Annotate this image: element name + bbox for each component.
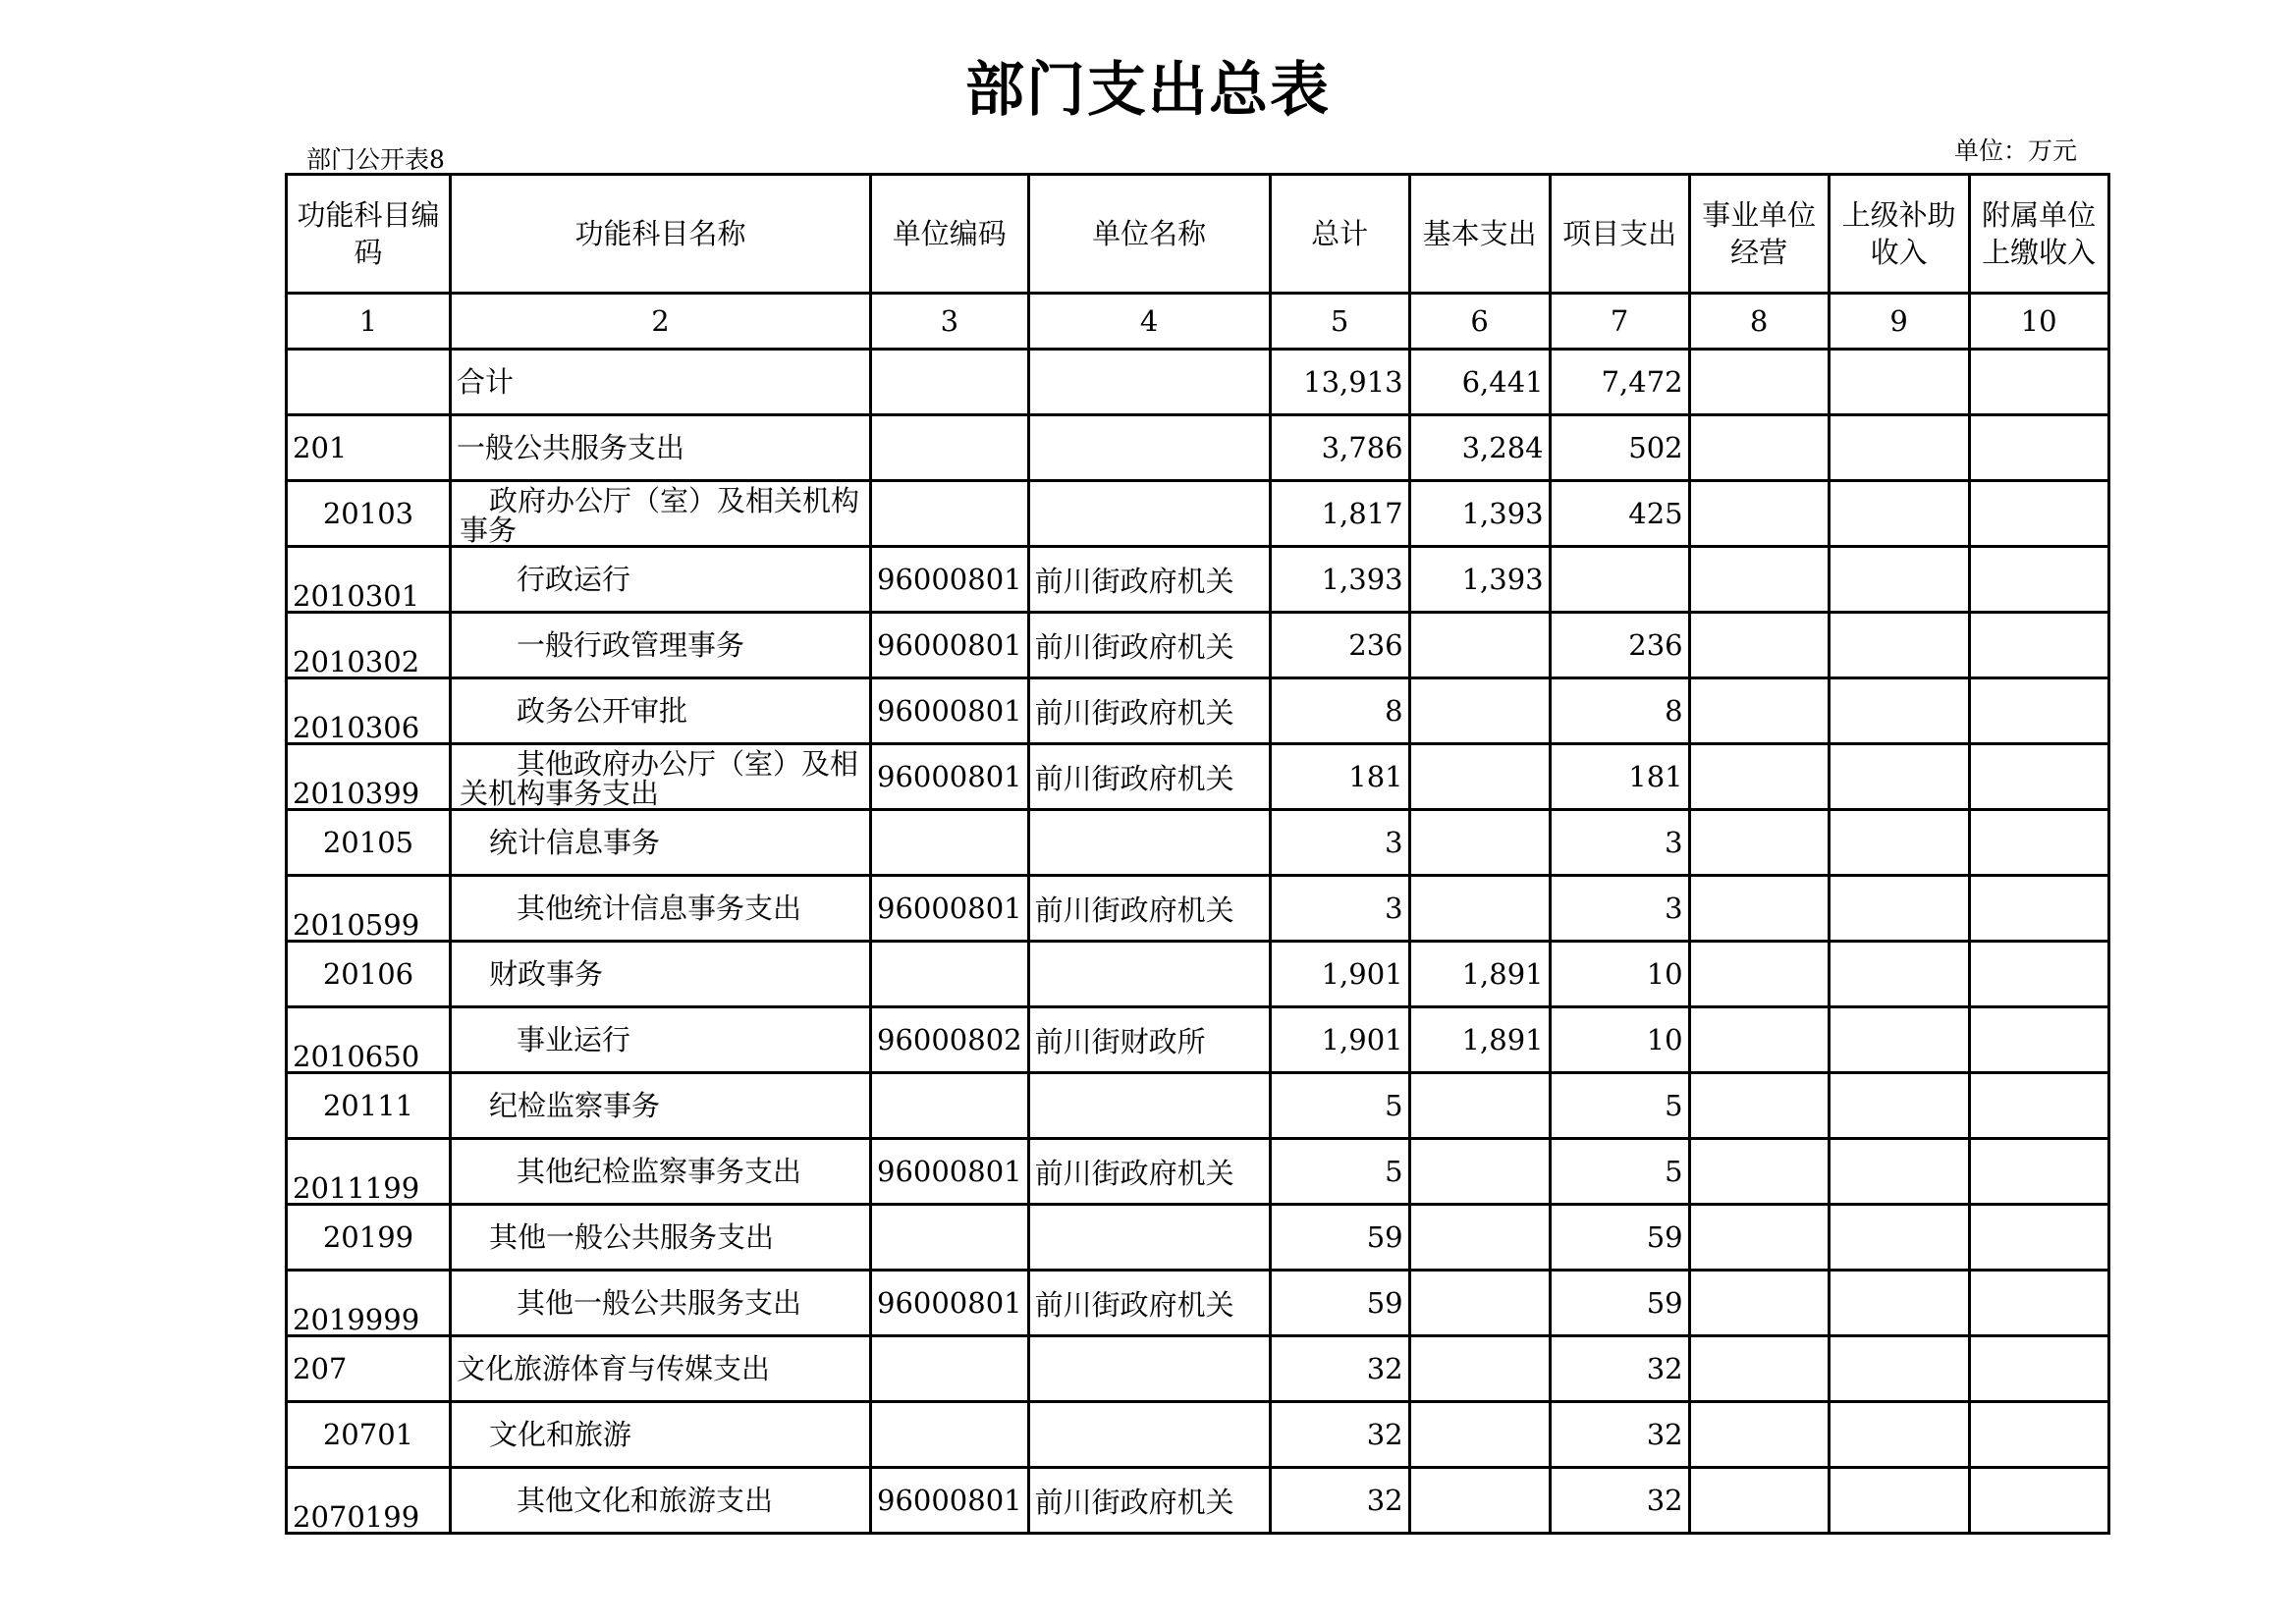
subsidy-cell	[1829, 1336, 1969, 1402]
function-code-cell: 2010302	[287, 613, 451, 678]
function-code-cell: 2010599	[287, 876, 451, 942]
basic-cell	[1409, 1073, 1550, 1139]
unit-code-cell	[871, 350, 1029, 415]
project-cell: 10	[1550, 942, 1689, 1007]
affiliated-cell	[1969, 810, 2108, 876]
business-cell	[1689, 1336, 1829, 1402]
column-number: 2	[451, 294, 871, 350]
header-row	[287, 175, 2109, 294]
total-cell: 5	[1270, 1139, 1409, 1205]
project-cell: 10	[1550, 1007, 1689, 1073]
basic-cell	[1409, 1468, 1550, 1534]
project-cell: 5	[1550, 1073, 1689, 1139]
business-cell	[1689, 1271, 1829, 1336]
expenditure-table	[285, 173, 2110, 1535]
function-code-cell: 20106	[287, 942, 451, 1007]
affiliated-cell	[1969, 415, 2108, 481]
total-cell: 32	[1270, 1402, 1409, 1468]
unit-code-cell	[871, 415, 1029, 481]
unit-name-cell	[1028, 1402, 1270, 1468]
project-cell: 3	[1550, 810, 1689, 876]
column-number: 8	[1689, 294, 1829, 350]
function-code-cell: 20105	[287, 810, 451, 876]
table-row	[287, 613, 2109, 678]
column-number: 6	[1409, 294, 1550, 350]
subsidy-cell	[1829, 744, 1969, 810]
function-name-cell: 财政事务	[451, 942, 871, 1007]
affiliated-cell	[1969, 1073, 2108, 1139]
table-row	[287, 1402, 2109, 1468]
function-name-cell: 其他一般公共服务支出	[451, 1271, 871, 1336]
total-cell: 13,913	[1270, 350, 1409, 415]
column-number: 3	[871, 294, 1029, 350]
business-cell	[1689, 678, 1829, 744]
project-cell: 59	[1550, 1205, 1689, 1271]
unit-name-cell: 前川街政府机关	[1028, 1139, 1270, 1205]
header-unit-code: 单位编码	[871, 175, 1029, 294]
basic-cell	[1409, 1336, 1550, 1402]
subsidy-cell	[1829, 876, 1969, 942]
project-cell: 181	[1550, 744, 1689, 810]
function-name-cell: 其他一般公共服务支出	[451, 1205, 871, 1271]
business-cell	[1689, 1402, 1829, 1468]
basic-cell	[1409, 744, 1550, 810]
function-name-cell: 其他统计信息事务支出	[451, 876, 871, 942]
affiliated-cell	[1969, 481, 2108, 547]
table-row	[287, 350, 2109, 415]
header-total: 总计	[1270, 175, 1409, 294]
table-row	[287, 1468, 2109, 1534]
subsidy-cell	[1829, 1205, 1969, 1271]
page-title: 部门支出总表	[965, 56, 1331, 125]
business-cell	[1689, 1205, 1829, 1271]
table-row	[287, 1139, 2109, 1205]
project-cell: 3	[1550, 876, 1689, 942]
unit-name-cell: 前川街政府机关	[1028, 547, 1270, 613]
subsidy-cell	[1829, 613, 1969, 678]
function-code-cell: 2010306	[287, 678, 451, 744]
header-business-operation: 事业单位经营	[1689, 175, 1829, 294]
business-cell	[1689, 810, 1829, 876]
business-cell	[1689, 613, 1829, 678]
unit-name-cell: 前川街政府机关	[1028, 876, 1270, 942]
function-name-cell: 合计	[451, 350, 871, 415]
basic-cell: 6,441	[1409, 350, 1550, 415]
function-name-cell: 一般公共服务支出	[451, 415, 871, 481]
unit-name-cell	[1028, 1073, 1270, 1139]
business-cell	[1689, 350, 1829, 415]
unit-code-cell	[871, 1336, 1029, 1402]
subsidy-cell	[1829, 1468, 1969, 1534]
function-name-cell: 其他文化和旅游支出	[451, 1468, 871, 1534]
function-name-cell: 其他政府办公厅（室）及相关机构事务支出	[451, 744, 871, 810]
table-row	[287, 415, 2109, 481]
function-name-cell: 一般行政管理事务	[451, 613, 871, 678]
total-cell: 3,786	[1270, 415, 1409, 481]
function-code-cell: 20701	[287, 1402, 451, 1468]
basic-cell	[1409, 613, 1550, 678]
table-row	[287, 1271, 2109, 1336]
unit-name-cell	[1028, 350, 1270, 415]
subsidy-cell	[1829, 1073, 1969, 1139]
function-name-cell: 纪检监察事务	[451, 1073, 871, 1139]
affiliated-cell	[1969, 744, 2108, 810]
function-name-cell: 统计信息事务	[451, 810, 871, 876]
header-project-expenditure: 项目支出	[1550, 175, 1689, 294]
basic-cell: 1,891	[1409, 942, 1550, 1007]
column-number: 1	[287, 294, 451, 350]
affiliated-cell	[1969, 942, 2108, 1007]
business-cell	[1689, 1007, 1829, 1073]
affiliated-cell	[1969, 876, 2108, 942]
affiliated-cell	[1969, 1336, 2108, 1402]
unit-code-cell	[871, 1205, 1029, 1271]
basic-cell	[1409, 1205, 1550, 1271]
function-code-cell: 20199	[287, 1205, 451, 1271]
business-cell	[1689, 876, 1829, 942]
column-number: 4	[1028, 294, 1270, 350]
header-superior-subsidy: 上级补助收入	[1829, 175, 1969, 294]
unit-code-cell: 96000802	[871, 1007, 1029, 1073]
unit-name-cell: 前川街政府机关	[1028, 1271, 1270, 1336]
unit-name-cell	[1028, 481, 1270, 547]
business-cell	[1689, 744, 1829, 810]
function-code-cell: 207	[287, 1336, 451, 1402]
business-cell	[1689, 1139, 1829, 1205]
basic-cell: 3,284	[1409, 415, 1550, 481]
project-cell: 32	[1550, 1468, 1689, 1534]
table-row	[287, 481, 2109, 547]
header-basic-expenditure: 基本支出	[1409, 175, 1550, 294]
subsidy-cell	[1829, 547, 1969, 613]
subsidy-cell	[1829, 1402, 1969, 1468]
subsidy-cell	[1829, 810, 1969, 876]
unit-name-cell	[1028, 1205, 1270, 1271]
project-cell: 236	[1550, 613, 1689, 678]
subsidy-cell	[1829, 678, 1969, 744]
unit-code-cell	[871, 1073, 1029, 1139]
basic-cell	[1409, 876, 1550, 942]
total-cell: 3	[1270, 810, 1409, 876]
basic-cell	[1409, 678, 1550, 744]
unit-name-cell	[1028, 810, 1270, 876]
total-cell: 1,393	[1270, 547, 1409, 613]
unit-code-cell: 96000801	[871, 678, 1029, 744]
header-unit-name: 单位名称	[1028, 175, 1270, 294]
total-cell: 59	[1270, 1271, 1409, 1336]
function-name-cell: 行政运行	[451, 547, 871, 613]
total-cell: 8	[1270, 678, 1409, 744]
header-function-name: 功能科目名称	[451, 175, 871, 294]
subsidy-cell	[1829, 1007, 1969, 1073]
function-code-cell: 20111	[287, 1073, 451, 1139]
basic-cell: 1,393	[1409, 547, 1550, 613]
total-cell: 1,817	[1270, 481, 1409, 547]
subsidy-cell	[1829, 1139, 1969, 1205]
project-cell	[1550, 547, 1689, 613]
affiliated-cell	[1969, 1402, 2108, 1468]
function-code-cell: 2070199	[287, 1468, 451, 1534]
function-code-cell: 2011199	[287, 1139, 451, 1205]
table-row	[287, 810, 2109, 876]
function-code-cell: 2010399	[287, 744, 451, 810]
unit-code-cell: 96000801	[871, 613, 1029, 678]
table-row	[287, 547, 2109, 613]
table-row	[287, 1073, 2109, 1139]
affiliated-cell	[1969, 350, 2108, 415]
total-cell: 5	[1270, 1073, 1409, 1139]
total-cell: 32	[1270, 1336, 1409, 1402]
column-number: 10	[1969, 294, 2108, 350]
basic-cell: 1,393	[1409, 481, 1550, 547]
unit-code-cell: 96000801	[871, 1468, 1029, 1534]
function-code-cell: 2019999	[287, 1271, 451, 1336]
function-code-cell: 2010650	[287, 1007, 451, 1073]
unit-name-cell	[1028, 942, 1270, 1007]
table-row	[287, 1205, 2109, 1271]
form-id-label: 部门公开表8	[306, 145, 445, 174]
project-cell: 5	[1550, 1139, 1689, 1205]
affiliated-cell	[1969, 1205, 2108, 1271]
business-cell	[1689, 942, 1829, 1007]
unit-name-cell: 前川街政府机关	[1028, 744, 1270, 810]
unit-code-cell	[871, 1402, 1029, 1468]
function-code-cell: 2010301	[287, 547, 451, 613]
table-row	[287, 1007, 2109, 1073]
project-cell: 7,472	[1550, 350, 1689, 415]
total-cell: 1,901	[1270, 942, 1409, 1007]
affiliated-cell	[1969, 1271, 2108, 1336]
unit-name-cell: 前川街财政所	[1028, 1007, 1270, 1073]
unit-name-cell	[1028, 415, 1270, 481]
column-number: 9	[1829, 294, 1969, 350]
project-cell: 59	[1550, 1271, 1689, 1336]
function-name-cell: 文化和旅游	[451, 1402, 871, 1468]
project-cell: 8	[1550, 678, 1689, 744]
function-name-cell: 文化旅游体育与传媒支出	[451, 1336, 871, 1402]
table-row	[287, 744, 2109, 810]
basic-cell	[1409, 1402, 1550, 1468]
unit-name-cell	[1028, 1336, 1270, 1402]
affiliated-cell	[1969, 1139, 2108, 1205]
function-code-cell: 201	[287, 415, 451, 481]
affiliated-cell	[1969, 547, 2108, 613]
total-cell: 3	[1270, 876, 1409, 942]
table-row	[287, 942, 2109, 1007]
business-cell	[1689, 481, 1829, 547]
unit-code-cell: 96000801	[871, 744, 1029, 810]
total-cell: 181	[1270, 744, 1409, 810]
basic-cell	[1409, 810, 1550, 876]
unit-code-cell: 96000801	[871, 1139, 1029, 1205]
unit-code-cell	[871, 481, 1029, 547]
business-cell	[1689, 415, 1829, 481]
unit-code-cell: 96000801	[871, 876, 1029, 942]
project-cell: 32	[1550, 1336, 1689, 1402]
function-name-cell: 事业运行	[451, 1007, 871, 1073]
subsidy-cell	[1829, 350, 1969, 415]
project-cell: 32	[1550, 1402, 1689, 1468]
table-row	[287, 678, 2109, 744]
subsidy-cell	[1829, 481, 1969, 547]
unit-name-cell: 前川街政府机关	[1028, 1468, 1270, 1534]
column-number-row	[287, 294, 2109, 350]
total-cell: 236	[1270, 613, 1409, 678]
project-cell: 425	[1550, 481, 1689, 547]
unit-name-cell: 前川街政府机关	[1028, 678, 1270, 744]
affiliated-cell	[1969, 1468, 2108, 1534]
unit-label: 单位：万元	[1954, 136, 2078, 165]
function-name-cell: 政务公开审批	[451, 678, 871, 744]
business-cell	[1689, 1468, 1829, 1534]
header-function-code: 功能科目编码	[287, 175, 451, 294]
function-code-cell: 20103	[287, 481, 451, 547]
basic-cell	[1409, 1271, 1550, 1336]
table-row	[287, 1336, 2109, 1402]
function-code-cell	[287, 350, 451, 415]
subsidy-cell	[1829, 415, 1969, 481]
total-cell: 32	[1270, 1468, 1409, 1534]
subsidy-cell	[1829, 942, 1969, 1007]
unit-code-cell	[871, 810, 1029, 876]
business-cell	[1689, 1073, 1829, 1139]
affiliated-cell	[1969, 613, 2108, 678]
total-cell: 59	[1270, 1205, 1409, 1271]
unit-name-cell: 前川街政府机关	[1028, 613, 1270, 678]
column-number: 5	[1270, 294, 1409, 350]
subsidy-cell	[1829, 1271, 1969, 1336]
affiliated-cell	[1969, 1007, 2108, 1073]
basic-cell	[1409, 1139, 1550, 1205]
unit-code-cell	[871, 942, 1029, 1007]
column-number: 7	[1550, 294, 1689, 350]
project-cell: 502	[1550, 415, 1689, 481]
header-affiliated-remittance: 附属单位上缴收入	[1969, 175, 2108, 294]
business-cell	[1689, 547, 1829, 613]
unit-code-cell: 96000801	[871, 1271, 1029, 1336]
total-cell: 1,901	[1270, 1007, 1409, 1073]
affiliated-cell	[1969, 678, 2108, 744]
unit-code-cell: 96000801	[871, 547, 1029, 613]
function-name-cell: 其他纪检监察事务支出	[451, 1139, 871, 1205]
function-name-cell: 政府办公厅（室）及相关机构事务	[451, 481, 871, 547]
basic-cell: 1,891	[1409, 1007, 1550, 1073]
table-row	[287, 876, 2109, 942]
